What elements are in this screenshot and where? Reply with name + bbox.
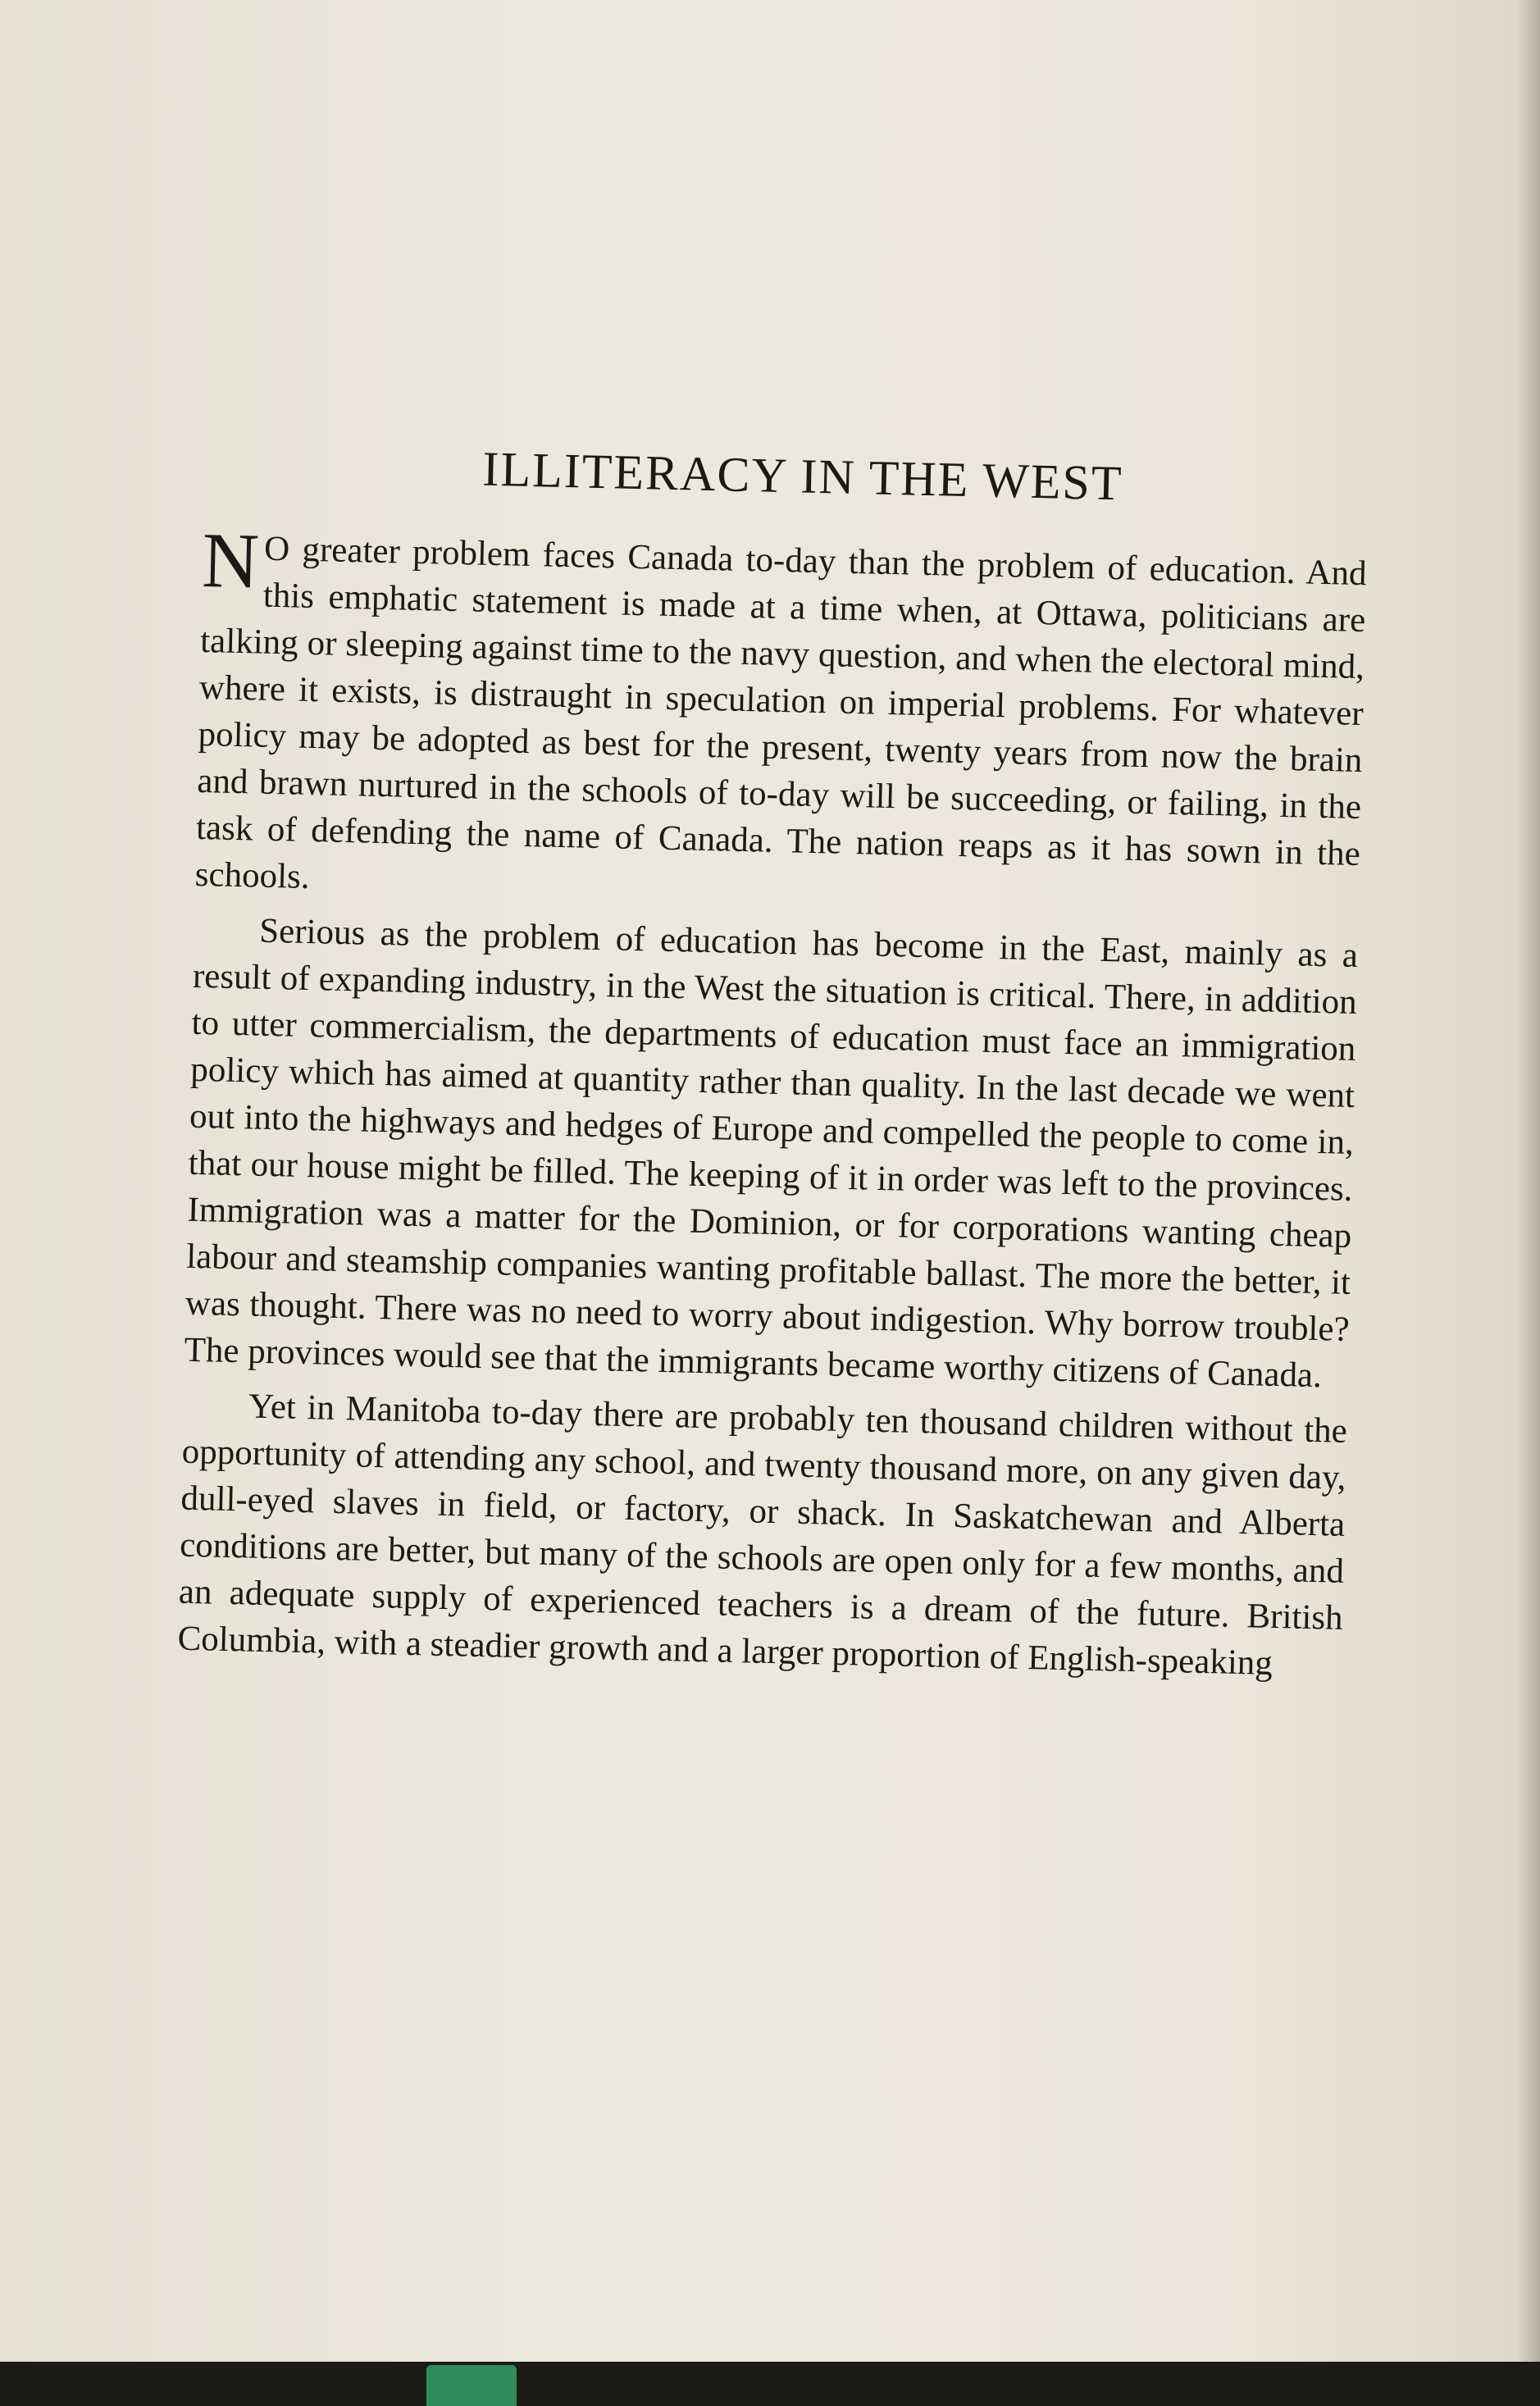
drop-cap: N xyxy=(201,515,261,605)
paragraph-1 xyxy=(194,515,1368,924)
paragraph-1-text: O greater problem faces Canada to-day than the problem of education. And this emphatic statement is made at a time when, at Ottawa, politicians are talking or sleeping against time to the navy question, and when the electoral mind, where it exists, is distraught in speculation on imperial problems. For whatever policy may be adopted as best for the present, twenty years from now the brain and brawn nurtured in the schools of to-day will be succeeding, or failing, in the task of defending the name of Canada. The nation reaps as it has sown in the schools. xyxy=(194,529,1368,897)
chapter-title: ILLITERACY IN THE WEST xyxy=(481,441,1124,511)
page-edge-shadow xyxy=(1517,0,1540,2362)
scan-background xyxy=(0,2362,1540,2406)
paragraph-2: Serious as the problem of education has become in the East, mainly as a result of expanding industry, in the West the situation is critical. There, in addition to utter commercialism, the departments of education must face an immigration policy which has aimed at quantity rather than quality. In the last decade we went out into the highways and hedges of Europe and compelled the people to come in, that our house might be filled. The keeping of it in order was left to the provinces. Immigration was a matter for the Dominion, or for corporations wanting cheap labour and steamship companies wanting profitable ballast. The more the better, it was thought. There was no need to worry about indigestion. Why borrow trouble? The provinces would see that the immigrants became worthy citizens of Canada. xyxy=(184,911,1359,1396)
paragraph-3: Yet in Manitoba to-day there are probably ten thousand children without the opportunity of attending any school, and twenty thousand more, on any given day, dull-eyed slaves in field, or factory, or shack. In Saskatchewan and Alberta conditions are better, but many of the schools are open only for a few months, and an adequate supply of experienced teachers is a dream of the future. British Columbia, with a steadier growth and a larger proportion of English-speaking xyxy=(177,1387,1348,1683)
bookmark-ribbon xyxy=(426,2365,517,2406)
page-content xyxy=(177,435,1369,1688)
